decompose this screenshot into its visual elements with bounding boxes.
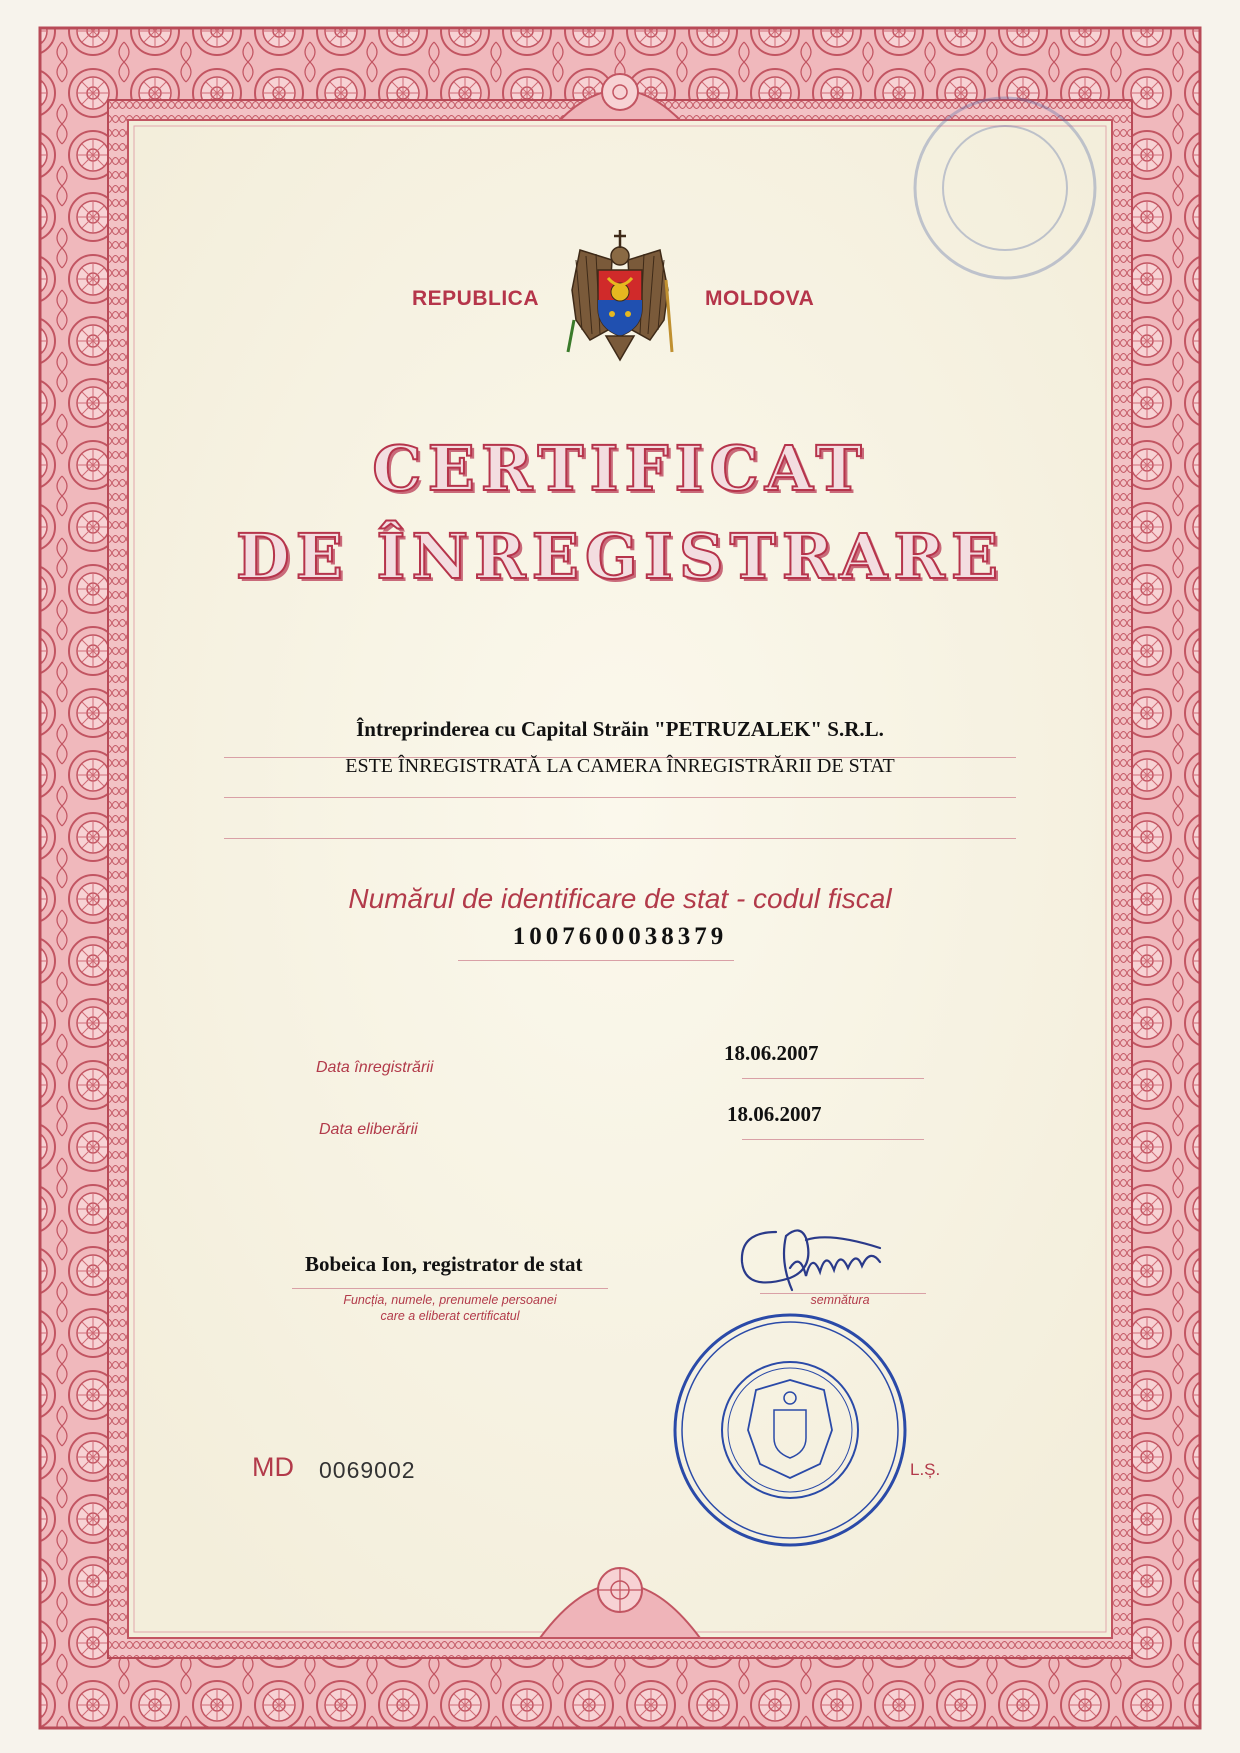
serial-number: 0069002	[319, 1457, 416, 1483]
certificate-title-line2: DE ÎNREGISTRARE	[235, 520, 1005, 593]
country-name-right: MOLDOVA	[705, 287, 815, 310]
country-name-left: REPUBLICA	[412, 287, 540, 310]
issue-date-label: Data eliberării	[319, 1121, 418, 1138]
registration-date-label: Data înregistrării	[316, 1059, 434, 1076]
stamp-place-marker: L.Ș.	[910, 1460, 941, 1479]
registrar-caption-line1: Funcția, numele, prenumele persoanei	[343, 1293, 557, 1307]
registration-statement: ESTE ÎNREGISTRATĂ LA CAMERA ÎNREGISTRĂRII DE STAT	[345, 755, 895, 777]
registrar-caption-line2: care a eliberat certificatul	[380, 1309, 520, 1323]
issue-date-value: 18.06.2007	[727, 1102, 822, 1126]
registrar-name: Bobeica Ion, registrator de stat	[305, 1252, 583, 1276]
certificate-title-line1: CERTIFICAT	[372, 432, 868, 505]
fiscal-code-number: 1007600038379	[512, 923, 728, 950]
signature-caption: semnătura	[810, 1293, 870, 1307]
registration-date-value: 18.06.2007	[724, 1041, 819, 1065]
serial-prefix: MD	[252, 1452, 294, 1482]
fiscal-code-label: Numărul de identificare de stat - codul fiscal	[348, 883, 892, 914]
company-name: Întreprinderea cu Capital Străin "PETRUZALEK" S.R.L.	[356, 717, 884, 741]
